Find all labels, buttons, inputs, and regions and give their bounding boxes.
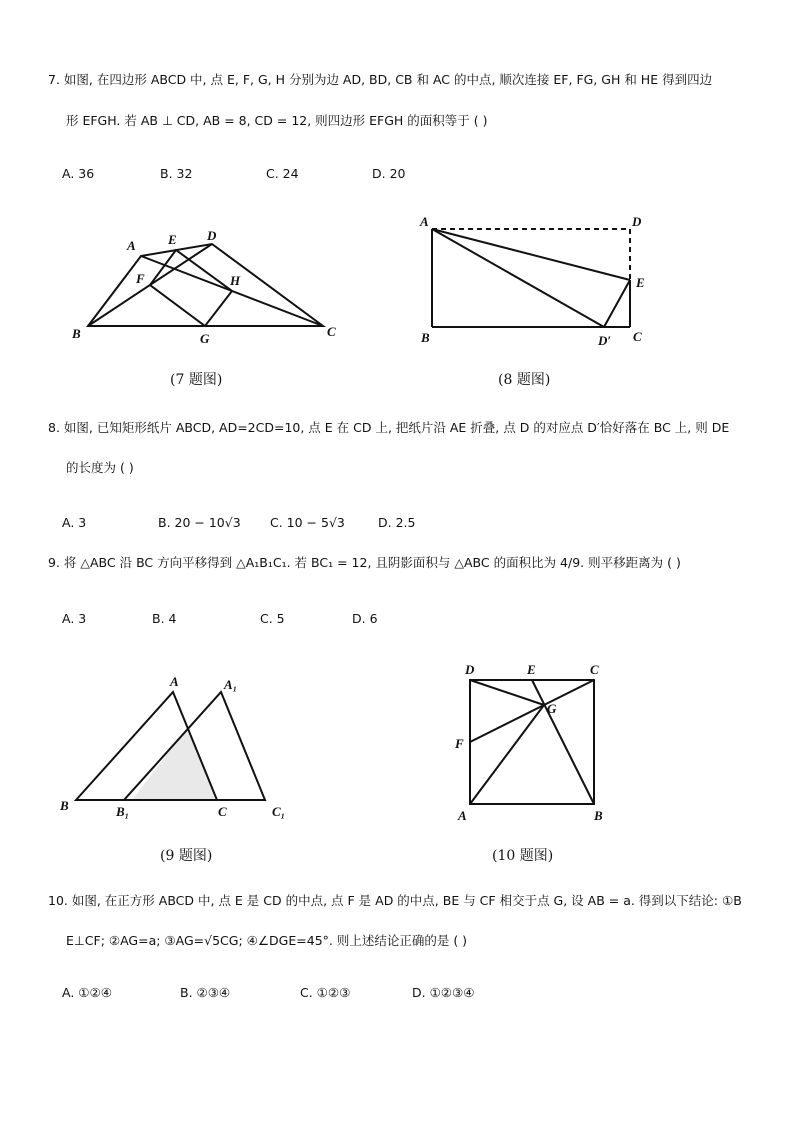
fig10-label-e: E bbox=[527, 662, 536, 677]
fig10-caption: (10 题图) bbox=[492, 848, 554, 864]
q7-text-line2: 形 EFGH. 若 AB ⊥ CD, AB = 8, CD = 12, 则四边形 EFGH 的面积等于 ( ) bbox=[66, 113, 488, 128]
fig9-label-b1: B₁ bbox=[116, 804, 130, 819]
q8-option-a: A. 3 bbox=[62, 515, 87, 530]
q7-option-b: B. 32 bbox=[160, 166, 193, 181]
fig7-label-c: C bbox=[327, 324, 336, 339]
fig7-label-b: B bbox=[72, 326, 81, 341]
q10-option-d: D. ①②③④ bbox=[412, 985, 475, 1000]
q10-option-c: C. ①②③ bbox=[300, 985, 351, 1000]
q10-text-line1: 10. 如图, 在正方形 ABCD 中, 点 E 是 CD 的中点, 点 F 是 AD 的中点, BE 与 CF 相交于点 G, 设 AB = a. 得到以下结论: ①B bbox=[48, 893, 742, 908]
fig7-caption: (7 题图) bbox=[170, 372, 223, 388]
q7-option-a: A. 36 bbox=[62, 166, 95, 181]
q10-option-b: B. ②③④ bbox=[180, 985, 231, 1000]
fig7-label-f: F bbox=[136, 271, 145, 286]
fig9-label-c1: C₁ bbox=[272, 804, 286, 819]
fig10-label-d: D bbox=[465, 662, 475, 677]
fig10-label-c: C bbox=[590, 662, 599, 677]
fig9-label-a: A bbox=[170, 674, 179, 689]
fig8-ad-prime bbox=[432, 229, 604, 327]
fig7-label-e: E bbox=[168, 232, 177, 247]
q7-text-line1: 7. 如图, 在四边形 ABCD 中, 点 E, F, G, H 分别为边 AD, BD, CB 和 AC 的中点, 顺次连接 EF, FG, GH 和 HE 得到四边 bbox=[48, 72, 713, 87]
q8-option-c: C. 10 − 5√3 bbox=[270, 515, 345, 530]
fig7-label-a: A bbox=[127, 238, 136, 253]
fig7-efgh bbox=[150, 250, 232, 326]
q10-option-a: A. ①②④ bbox=[62, 985, 112, 1000]
fig9-label-b: B bbox=[60, 798, 69, 813]
q9-option-b: B. 4 bbox=[152, 611, 177, 626]
q8-text-line2: 的长度为 ( ) bbox=[66, 460, 134, 475]
fig10-line-ag bbox=[470, 705, 544, 804]
q9-option-d: D. 6 bbox=[352, 611, 378, 626]
q8-text-line1: 8. 如图, 已知矩形纸片 ABCD, AD=2CD=10, 点 E 在 CD 上, 把纸片沿 AE 折叠, 点 D 的对应点 D′恰好落在 BC 上, 则 DE bbox=[48, 420, 730, 435]
q9-option-a: A. 3 bbox=[62, 611, 87, 626]
fig7-label-d: D bbox=[207, 228, 217, 243]
fig8-label-d: D bbox=[632, 214, 642, 229]
fig10-label-g: G bbox=[547, 701, 557, 716]
fig8-label-d-prime: D′ bbox=[598, 333, 612, 348]
fig7-label-h: H bbox=[230, 273, 241, 288]
fig8-caption: (8 题图) bbox=[498, 372, 551, 388]
fig8-label-c: C bbox=[633, 329, 642, 344]
q8-option-b: B. 20 − 10√3 bbox=[158, 515, 241, 530]
q8-option-d: D. 2.5 bbox=[378, 515, 416, 530]
fig9-caption: (9 题图) bbox=[160, 848, 213, 864]
fig8-label-e: E bbox=[636, 275, 645, 290]
q7-option-d: D. 20 bbox=[372, 166, 406, 181]
q9-option-c: C. 5 bbox=[260, 611, 285, 626]
fig9-shaded-region bbox=[132, 728, 217, 800]
fig8-label-a: A bbox=[420, 214, 429, 229]
q10-text-line2: E⊥CF; ②AG=a; ③AG=√5CG; ④∠DGE=45°. 则上述结论正确的是 ( ) bbox=[66, 933, 468, 948]
fig10-label-b: B bbox=[594, 808, 603, 823]
q9-text-line1: 9. 将 △ABC 沿 BC 方向平移得到 △A₁B₁C₁. 若 BC₁ = 12, 且阴影面积与 △ABC 的面积比为 4/9. 则平移距离为 ( ) bbox=[48, 555, 681, 570]
fig8-fold-ae bbox=[432, 229, 630, 280]
fig10-line-cf bbox=[470, 680, 594, 742]
fig8-d-prime-e bbox=[604, 280, 630, 327]
fig10-square-abcd bbox=[470, 680, 594, 804]
q7-option-c: C. 24 bbox=[266, 166, 299, 181]
fig7-quadrilateral bbox=[88, 244, 323, 326]
fig9-label-a1: A₁ bbox=[224, 677, 238, 692]
fig10-label-f: F bbox=[455, 736, 464, 751]
fig10-line-be bbox=[532, 680, 594, 804]
fig9-label-c: C bbox=[218, 804, 227, 819]
fig10-label-a: A bbox=[458, 808, 467, 823]
fig7-label-g: G bbox=[200, 331, 210, 346]
fig8-label-b: B bbox=[421, 330, 430, 345]
